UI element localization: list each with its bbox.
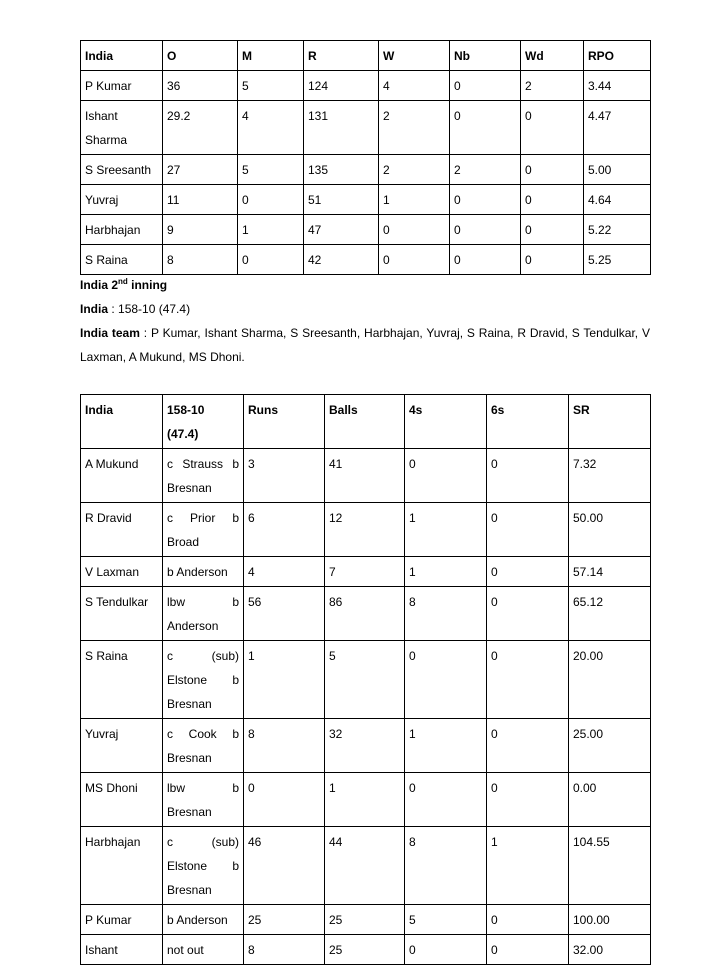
bowling-cell: 0 bbox=[450, 101, 521, 155]
bowling-cell: 2 bbox=[521, 71, 584, 101]
bowler-name: S Sreesanth bbox=[81, 155, 163, 185]
batting-row bbox=[81, 587, 651, 641]
batting-row bbox=[81, 557, 651, 587]
batsman-name: MS Dhoni bbox=[81, 773, 163, 827]
bowling-cell: 0 bbox=[450, 185, 521, 215]
batting-cell: 7.32 bbox=[569, 449, 651, 503]
bowling-cell: 1 bbox=[379, 185, 450, 215]
dismissal: c Cook b Bresnan bbox=[163, 719, 244, 773]
dismissal: lbw b Anderson bbox=[163, 587, 244, 641]
bowling-cell: 2 bbox=[379, 101, 450, 155]
batting-cell: 46 bbox=[244, 827, 325, 905]
batting-row bbox=[81, 935, 651, 965]
batting-cell: 65.12 bbox=[569, 587, 651, 641]
bowling-table bbox=[80, 40, 651, 275]
batting-cell: 0.00 bbox=[569, 773, 651, 827]
dismissal: lbw b Bresnan bbox=[163, 773, 244, 827]
bowler-name: Yuvraj bbox=[81, 185, 163, 215]
batting-cell: 1 bbox=[405, 719, 487, 773]
batting-header-row bbox=[81, 395, 651, 449]
batting-cell: 100.00 bbox=[569, 905, 651, 935]
batting-cell: 6 bbox=[244, 503, 325, 557]
dismissal: c (sub) Elstone b Bresnan bbox=[163, 641, 244, 719]
bowling-cell: 0 bbox=[238, 185, 304, 215]
batting-cell: 0 bbox=[244, 773, 325, 827]
bowling-cell: 0 bbox=[379, 215, 450, 245]
bowling-row bbox=[81, 215, 651, 245]
bowling-cell: 5 bbox=[238, 155, 304, 185]
bowling-cell: 9 bbox=[163, 215, 238, 245]
batting-cell: 0 bbox=[487, 719, 569, 773]
bowling-cell: 0 bbox=[450, 215, 521, 245]
batting-cell: 0 bbox=[487, 773, 569, 827]
bowling-cell: 47 bbox=[304, 215, 379, 245]
batting-cell: 0 bbox=[487, 641, 569, 719]
bowling-cell: 4.64 bbox=[584, 185, 651, 215]
batsman-name: S Tendulkar bbox=[81, 587, 163, 641]
dismissal: c (sub) Elstone b Bresnan bbox=[163, 827, 244, 905]
batting-cell: 1 bbox=[244, 641, 325, 719]
bowling-row bbox=[81, 101, 651, 155]
batting-row bbox=[81, 503, 651, 557]
batting-cell: 86 bbox=[325, 587, 405, 641]
batting-row bbox=[81, 641, 651, 719]
batting-row bbox=[81, 827, 651, 905]
batting-header-cell: Runs bbox=[244, 395, 325, 449]
batting-cell: 56 bbox=[244, 587, 325, 641]
batting-row bbox=[81, 905, 651, 935]
bowling-row bbox=[81, 71, 651, 101]
batting-cell: 44 bbox=[325, 827, 405, 905]
bowling-cell: 0 bbox=[379, 245, 450, 275]
bowler-name: Harbhajan bbox=[81, 215, 163, 245]
batsman-name: Yuvraj bbox=[81, 719, 163, 773]
bowling-cell: 2 bbox=[379, 155, 450, 185]
bowling-cell: 36 bbox=[163, 71, 238, 101]
bowling-header-cell: RPO bbox=[584, 41, 651, 71]
batsman-name: P Kumar bbox=[81, 905, 163, 935]
batting-cell: 1 bbox=[487, 827, 569, 905]
bowling-row bbox=[81, 155, 651, 185]
batsman-name: R Dravid bbox=[81, 503, 163, 557]
bowling-cell: 4 bbox=[238, 101, 304, 155]
dismissal: c Prior b Broad bbox=[163, 503, 244, 557]
innings-heading-suffix: inning bbox=[127, 278, 168, 292]
batting-cell: 25.00 bbox=[569, 719, 651, 773]
innings-heading bbox=[80, 273, 650, 297]
batting-cell: 25 bbox=[325, 905, 405, 935]
innings-heading-sup: nd bbox=[118, 277, 128, 286]
batting-cell: 25 bbox=[244, 905, 325, 935]
dismissal: not out bbox=[163, 935, 244, 965]
bowling-cell: 11 bbox=[163, 185, 238, 215]
batsman-name: Ishant bbox=[81, 935, 163, 965]
batting-cell: 0 bbox=[487, 905, 569, 935]
bowling-row bbox=[81, 185, 651, 215]
bowling-cell: 5.25 bbox=[584, 245, 651, 275]
bowling-cell: 0 bbox=[450, 71, 521, 101]
batting-cell: 20.00 bbox=[569, 641, 651, 719]
bowling-cell: 0 bbox=[521, 101, 584, 155]
bowling-header-row bbox=[81, 41, 651, 71]
bowling-cell: 0 bbox=[521, 185, 584, 215]
team-label: India team bbox=[80, 326, 140, 340]
innings-score bbox=[80, 297, 650, 321]
batting-cell: 12 bbox=[325, 503, 405, 557]
bowling-cell: 51 bbox=[304, 185, 379, 215]
bowler-name: P Kumar bbox=[81, 71, 163, 101]
batting-cell: 0 bbox=[405, 449, 487, 503]
bowling-cell: 2 bbox=[450, 155, 521, 185]
batting-cell: 32.00 bbox=[569, 935, 651, 965]
batting-cell: 8 bbox=[244, 719, 325, 773]
bowling-header-cell: M bbox=[238, 41, 304, 71]
bowling-header-cell: W bbox=[379, 41, 450, 71]
dismissal: b Anderson bbox=[163, 557, 244, 587]
batting-cell: 1 bbox=[325, 773, 405, 827]
bowling-header-cell: Wd bbox=[521, 41, 584, 71]
bowling-cell: 135 bbox=[304, 155, 379, 185]
team-value: : P Kumar, Ishant Sharma, S Sreesanth, Harbhajan, Yuvraj, S Raina, R Dravid, S Tendulkar, V Laxman, A Mukund, MS Dhoni. bbox=[80, 326, 650, 364]
batting-cell: 7 bbox=[325, 557, 405, 587]
bowling-cell: 0 bbox=[521, 215, 584, 245]
team-list bbox=[80, 321, 650, 369]
dismissal: b Anderson bbox=[163, 905, 244, 935]
batting-cell: 8 bbox=[405, 827, 487, 905]
batsman-name: A Mukund bbox=[81, 449, 163, 503]
bowling-header-cell: R bbox=[304, 41, 379, 71]
innings-heading-prefix: India 2 bbox=[80, 278, 119, 292]
batting-cell: 57.14 bbox=[569, 557, 651, 587]
batting-cell: 0 bbox=[487, 935, 569, 965]
bowling-cell: 3.44 bbox=[584, 71, 651, 101]
batting-cell: 3 bbox=[244, 449, 325, 503]
bowling-cell: 0 bbox=[521, 155, 584, 185]
bowling-cell: 4.47 bbox=[584, 101, 651, 155]
bowling-cell: 5.00 bbox=[584, 155, 651, 185]
batting-header-cell: India bbox=[81, 395, 163, 449]
batting-cell: 4 bbox=[244, 557, 325, 587]
bowling-header-cell: India bbox=[81, 41, 163, 71]
batting-cell: 104.55 bbox=[569, 827, 651, 905]
batting-cell: 0 bbox=[487, 587, 569, 641]
batting-cell: 0 bbox=[487, 557, 569, 587]
bowling-cell: 5 bbox=[238, 71, 304, 101]
batting-cell: 1 bbox=[405, 503, 487, 557]
bowling-cell: 8 bbox=[163, 245, 238, 275]
batting-cell: 32 bbox=[325, 719, 405, 773]
bowler-name: Ishant Sharma bbox=[81, 101, 163, 155]
batting-cell: 0 bbox=[405, 773, 487, 827]
batting-cell: 0 bbox=[405, 641, 487, 719]
batting-header-cell: 158-10 (47.4) bbox=[163, 395, 244, 449]
bowling-cell: 124 bbox=[304, 71, 379, 101]
batting-cell: 50.00 bbox=[569, 503, 651, 557]
batting-table bbox=[80, 394, 651, 965]
bowling-cell: 27 bbox=[163, 155, 238, 185]
score-value: : 158-10 (47.4) bbox=[108, 302, 191, 316]
batting-cell: 0 bbox=[487, 449, 569, 503]
score-label: India bbox=[80, 302, 109, 316]
batting-header-cell: 4s bbox=[405, 395, 487, 449]
bowling-cell: 1 bbox=[238, 215, 304, 245]
batsman-name: V Laxman bbox=[81, 557, 163, 587]
bowling-cell: 0 bbox=[238, 245, 304, 275]
bowling-cell: 4 bbox=[379, 71, 450, 101]
bowling-cell: 5.22 bbox=[584, 215, 651, 245]
dismissal: c Strauss b Bresnan bbox=[163, 449, 244, 503]
batting-header-cell: 6s bbox=[487, 395, 569, 449]
batting-cell: 25 bbox=[325, 935, 405, 965]
bowling-cell: 42 bbox=[304, 245, 379, 275]
batting-row bbox=[81, 449, 651, 503]
bowling-cell: 0 bbox=[521, 245, 584, 275]
bowling-cell: 29.2 bbox=[163, 101, 238, 155]
bowling-cell: 0 bbox=[450, 245, 521, 275]
batting-cell: 8 bbox=[405, 587, 487, 641]
batting-header-cell: SR bbox=[569, 395, 651, 449]
batting-cell: 0 bbox=[405, 935, 487, 965]
batting-cell: 8 bbox=[244, 935, 325, 965]
batsman-name: S Raina bbox=[81, 641, 163, 719]
bowler-name: S Raina bbox=[81, 245, 163, 275]
batting-cell: 5 bbox=[405, 905, 487, 935]
batting-cell: 41 bbox=[325, 449, 405, 503]
batting-cell: 0 bbox=[487, 503, 569, 557]
bowling-cell: 131 bbox=[304, 101, 379, 155]
batting-header-cell: Balls bbox=[325, 395, 405, 449]
batting-cell: 1 bbox=[405, 557, 487, 587]
batting-cell: 5 bbox=[325, 641, 405, 719]
batsman-name: Harbhajan bbox=[81, 827, 163, 905]
batting-row bbox=[81, 773, 651, 827]
batting-row bbox=[81, 719, 651, 773]
bowling-header-cell: O bbox=[163, 41, 238, 71]
bowling-row bbox=[81, 245, 651, 275]
bowling-header-cell: Nb bbox=[450, 41, 521, 71]
